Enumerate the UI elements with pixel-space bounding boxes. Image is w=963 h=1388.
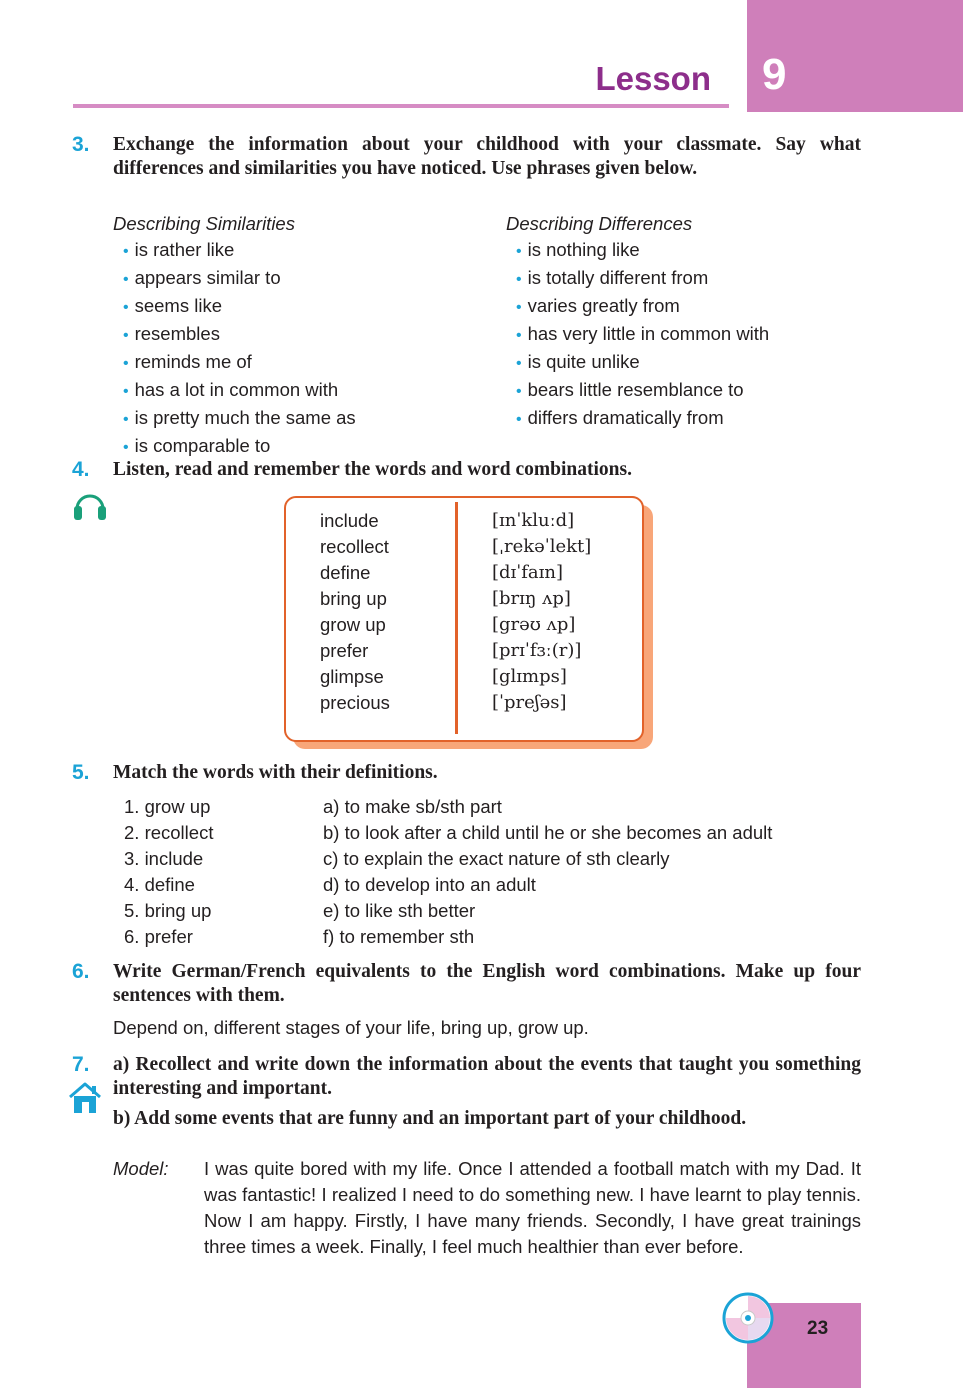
vocab-transcription: [ˈpreʃəs] xyxy=(492,692,567,713)
similarities-title: Describing Similarities xyxy=(113,213,295,234)
match-word xyxy=(124,924,213,950)
lesson-title: Lesson xyxy=(595,60,711,97)
vocab-transcription: [prɪˈfɜː(r)] xyxy=(492,640,582,661)
bullet-icon: • xyxy=(516,355,522,372)
difference-item-text: is totally different from xyxy=(527,267,709,288)
bullet-icon: • xyxy=(123,411,129,428)
similarity-item xyxy=(123,405,473,433)
difference-item xyxy=(516,237,866,265)
differences-list xyxy=(506,237,866,433)
header-divider xyxy=(73,104,729,108)
task-5-instruction: Match the words with their definitions. xyxy=(113,762,438,783)
bullet-icon: • xyxy=(123,299,129,316)
similarity-item xyxy=(123,293,473,321)
difference-item-text: bears little resemblance to xyxy=(527,379,744,400)
match-word-text: 2. recollect xyxy=(124,822,214,843)
vocab-words-column xyxy=(320,508,390,716)
task-3-number: 3. xyxy=(72,133,90,156)
match-definition xyxy=(323,872,772,898)
headphones-icon xyxy=(72,491,108,521)
difference-item xyxy=(516,377,866,405)
vocab-transcription: [ɪnˈkluːd] xyxy=(492,510,575,531)
bullet-icon: • xyxy=(123,355,129,372)
task-6-number: 6. xyxy=(72,960,90,983)
bullet-icon: • xyxy=(123,271,129,288)
bullet-icon: • xyxy=(516,411,522,428)
cd-disc-icon xyxy=(722,1292,774,1344)
vocab-transcription: [brɪŋ ʌp] xyxy=(492,588,571,609)
similarity-item xyxy=(123,237,473,265)
similarity-item-text: is rather like xyxy=(134,239,235,260)
match-definition xyxy=(323,924,772,950)
match-definition-text: c) to explain the exact nature of sth clearly xyxy=(323,848,670,869)
similarity-item-text: seems like xyxy=(134,295,222,316)
differences-title: Describing Differences xyxy=(506,213,693,234)
bullet-icon: • xyxy=(516,299,522,316)
vocab-word: include xyxy=(320,510,379,531)
bullet-icon: • xyxy=(123,383,129,400)
similarities-column xyxy=(113,211,473,461)
bullet-icon: • xyxy=(516,327,522,344)
bullet-icon: • xyxy=(516,383,522,400)
difference-item xyxy=(516,265,866,293)
model-label: Model: xyxy=(113,1158,169,1179)
home-icon xyxy=(68,1082,102,1114)
difference-item xyxy=(516,405,866,433)
match-word-text: 6. prefer xyxy=(124,926,193,947)
task-6-text: Depend on, different stages of your life, bring up, grow up. xyxy=(113,1017,589,1038)
match-definition xyxy=(323,846,772,872)
vocab-word: precious xyxy=(320,692,390,713)
similarity-item-text: reminds me of xyxy=(134,351,252,372)
match-definition xyxy=(323,794,772,820)
task-7-part-a: a) Recollect and write down the information about the events that taught you something interesting and important. xyxy=(113,1054,861,1099)
bullet-icon: • xyxy=(123,439,129,456)
similarities-list xyxy=(113,237,473,461)
similarity-item xyxy=(123,265,473,293)
difference-item xyxy=(516,293,866,321)
bullet-icon: • xyxy=(516,243,522,260)
similarity-item-text: appears similar to xyxy=(134,267,281,288)
match-definition-text: f) to remember sth xyxy=(323,926,475,947)
bullet-icon: • xyxy=(123,243,129,260)
match-definition xyxy=(323,898,772,924)
similarity-item-text: is pretty much the same as xyxy=(134,407,356,428)
similarity-item-text: resembles xyxy=(134,323,220,344)
difference-item xyxy=(516,349,866,377)
similarity-item-text: is comparable to xyxy=(134,435,271,456)
task-5-number: 5. xyxy=(72,761,90,784)
lesson-number: 9 xyxy=(762,50,787,99)
match-word xyxy=(124,846,213,872)
task-6-instruction: Write German/French equivalents to the English word combinations. Make up four sentences with them. xyxy=(113,961,861,1006)
difference-item-text: varies greatly from xyxy=(527,295,680,316)
model-text: I was quite bored with my life. Once I attended a football match with my Dad. It was fantastic! I realized I need to do something new. I have learnt to play tennis. Now I am happy. Firstly, I have many friends. Secondly, I have great trainings three times a week. Finally, I feel much healthier than ever before. xyxy=(204,1158,861,1257)
similarity-item xyxy=(123,349,473,377)
match-definition-text: a) to make sb/sth part xyxy=(323,796,502,817)
difference-item-text: differs dramatically from xyxy=(527,407,724,428)
vocab-word: glimpse xyxy=(320,666,384,687)
vocab-transcription: [ˌrekəˈlekt] xyxy=(492,536,592,557)
similarity-item xyxy=(123,433,473,461)
vocab-transcription: [glɪmps] xyxy=(492,666,567,687)
similarity-item xyxy=(123,377,473,405)
bullet-icon: • xyxy=(123,327,129,344)
difference-item-text: has very little in common with xyxy=(527,323,770,344)
match-words-list xyxy=(124,794,213,950)
vocab-divider xyxy=(455,502,458,734)
vocab-word: prefer xyxy=(320,640,369,661)
difference-item-text: is nothing like xyxy=(527,239,640,260)
task-4-number: 4. xyxy=(72,458,90,481)
match-definition-text: e) to like sth better xyxy=(323,900,476,921)
vocab-word: bring up xyxy=(320,588,387,609)
task-4-instruction: Listen, read and remember the words and word combinations. xyxy=(113,459,632,480)
bullet-icon: • xyxy=(516,271,522,288)
similarity-item-text: has a lot in common with xyxy=(134,379,339,400)
match-word xyxy=(124,872,213,898)
differences-column xyxy=(506,211,866,433)
difference-item xyxy=(516,321,866,349)
task-3-instruction: Exchange the information about your childhood with your classmate. Say what differences and similarities you have noticed. Use phrases given below. xyxy=(113,134,861,179)
difference-item-text: is quite unlike xyxy=(527,351,640,372)
match-word xyxy=(124,820,213,846)
vocab-transcriptions-column xyxy=(492,508,591,716)
match-word xyxy=(124,794,213,820)
vocab-word: define xyxy=(320,562,371,583)
match-definitions-list xyxy=(323,794,772,950)
vocab-transcription: [grəʊ ʌp] xyxy=(492,614,576,635)
match-word-text: 3. include xyxy=(124,848,204,869)
match-word xyxy=(124,898,213,924)
match-definition-text: b) to look after a child until he or she becomes an adult xyxy=(323,822,773,843)
match-word-text: 4. define xyxy=(124,874,195,895)
match-definition-text: d) to develop into an adult xyxy=(323,874,536,895)
vocab-transcription: [dɪˈfaɪn] xyxy=(492,562,564,583)
match-word-text: 5. bring up xyxy=(124,900,212,921)
match-word-text: 1. grow up xyxy=(124,796,211,817)
task-7-number: 7. xyxy=(72,1053,90,1076)
task-7-part-b: b) Add some events that are funny and an important part of your childhood. xyxy=(113,1108,747,1129)
vocab-word: grow up xyxy=(320,614,386,635)
page-number: 23 xyxy=(807,1318,829,1339)
match-definition xyxy=(323,820,772,846)
vocab-word: recollect xyxy=(320,536,389,557)
similarity-item xyxy=(123,321,473,349)
